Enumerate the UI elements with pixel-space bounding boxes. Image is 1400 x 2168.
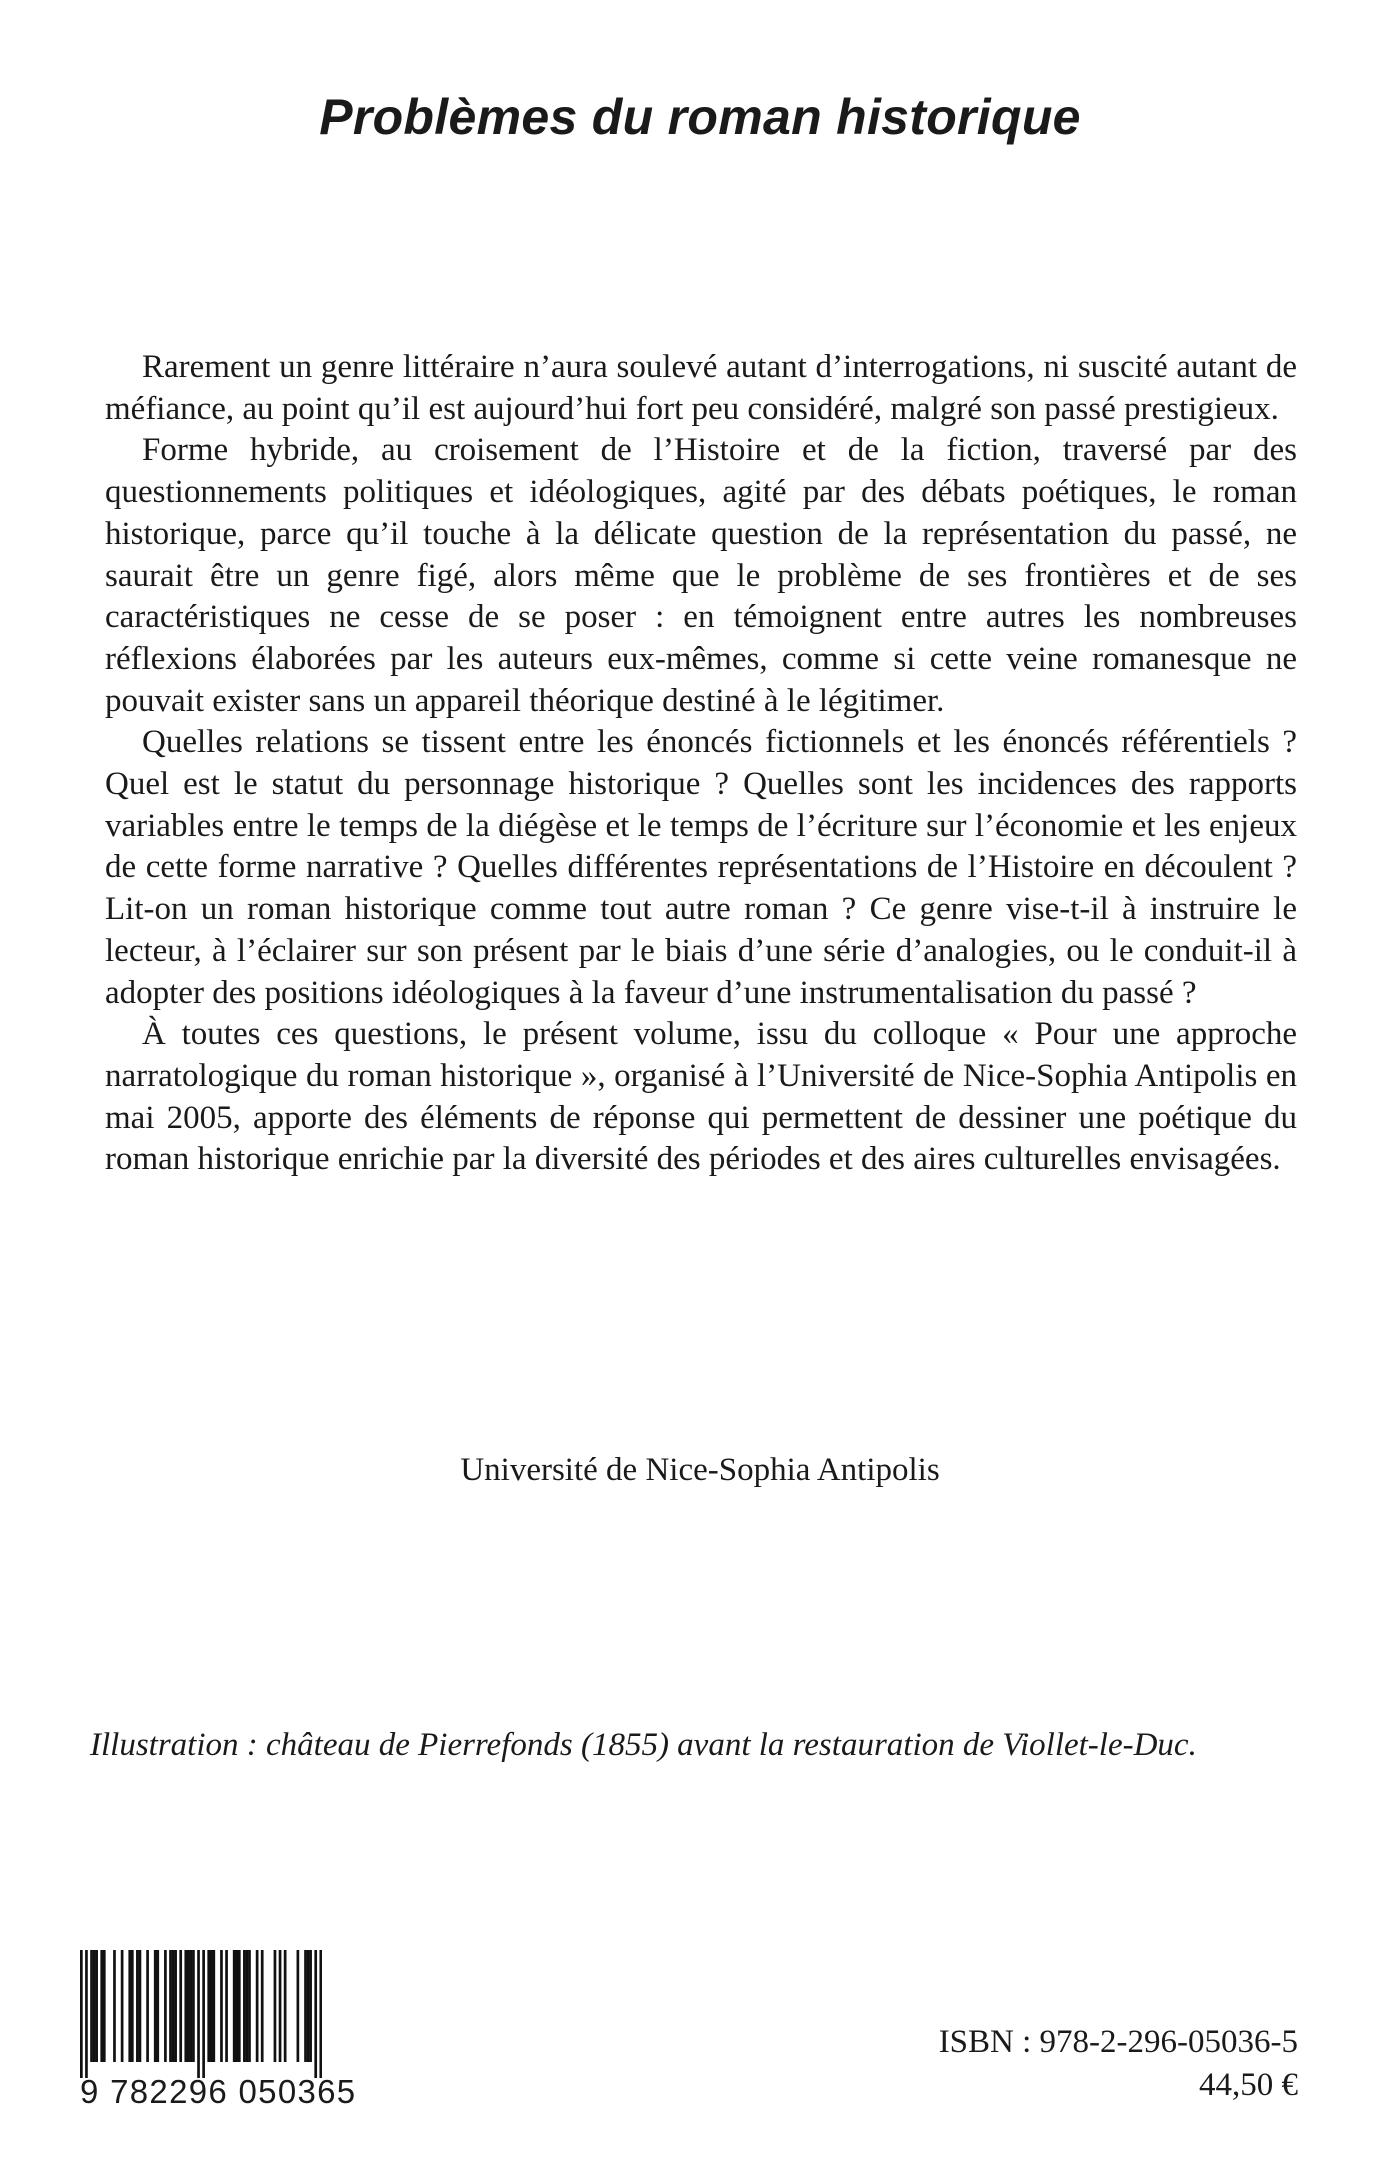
barcode-bar: [164, 1950, 167, 2062]
barcode-bar: [238, 1950, 241, 2062]
barcode-bar: [256, 1950, 259, 2062]
barcode: [80, 1950, 322, 2078]
barcode-bar: [146, 1950, 149, 2062]
barcode-bar: [207, 1950, 210, 2062]
barcode-bar: [297, 1950, 300, 2062]
barcode-bar: [184, 1950, 187, 2062]
barcode-bar: [233, 1950, 236, 2062]
blurb-paragraph: Rarement un genre littéraire n’aura soulevé autant d’interrogations, ni suscité autant de méfiance, au point qu’il est aujourd’hui fort peu considéré, malgré son passé prestigieux.: [105, 349, 1297, 427]
barcode-bar: [243, 1950, 246, 2062]
barcode-bar: [309, 1950, 312, 2062]
barcode-bar: [261, 1950, 264, 2062]
barcode-bar: [197, 1950, 200, 2078]
blurb-paragraph: À toutes ces questions, le présent volume, issu du colloque « Pour une approche narratologique du roman historique », organisé à l’Université de Nice-Sophia Antipolis en mai 2005, apporte des éléments de réponse qui permettent de dessiner une poétique du roman historique enrichie par la diversité des périodes et des aires culturelles envisagées.: [105, 1016, 1297, 1178]
price: 44,50 €: [1199, 2067, 1298, 2103]
barcode-bar: [131, 1950, 134, 2062]
barcode-bar: [169, 1950, 172, 2062]
barcode-bar: [156, 1950, 159, 2062]
barcode-bar: [307, 1950, 310, 2062]
barcode-bar: [136, 1950, 139, 2062]
barcode-bar: [248, 1950, 251, 2062]
barcode-bar: [121, 1950, 124, 2062]
barcode-bar: [172, 1950, 175, 2062]
barcode-bar: [103, 1950, 106, 2062]
barcode-bar: [113, 1950, 116, 2062]
barcode-bar: [225, 1950, 228, 2062]
barcode-bar: [304, 1950, 307, 2062]
blurb-paragraph: Quelles relations se tissent entre les énoncés fictionnels et les énoncés référentiels ? Quel est le statut du personnage historique ? Quelles sont les incidences des rapports variables entre le temps de la diégèse et le temps de l’écriture sur l’économie et les enjeux de cette forme narrative ? Quelles différentes représentations de l’Histoire en découlent ? Lit-on un roman historique comme tout autre roman ? Ce genre vise-t-il à instruire le lecteur, à l’éclairer sur son présent par le biais d’une série d’analogies, ou le conduit-il à adopter des positions idéologiques à la faveur d’une instrumentalisation du passé ?: [105, 724, 1297, 1011]
barcode-bar: [235, 1950, 238, 2062]
barcode-bar: [95, 1950, 98, 2062]
barcode-bar: [274, 1950, 277, 2062]
barcode-bar: [85, 1950, 88, 2078]
barcode-bar: [319, 1950, 322, 2078]
barcode-bar: [212, 1950, 215, 2062]
barcode-bar: [314, 1950, 317, 2078]
barcode-bar: [192, 1950, 195, 2062]
illustration-credit: Illustration : château de Pierrefonds (1855) avant la restauration de Viollet-le-Duc.: [90, 1727, 1197, 1763]
barcode-bar: [80, 1950, 83, 2078]
barcode-bars: [80, 1950, 322, 2078]
barcode-bar: [179, 1950, 182, 2062]
barcode-bar: [174, 1950, 177, 2062]
isbn: ISBN : 978-2-296-05036-5: [938, 2024, 1298, 2060]
barcode-bar: [202, 1950, 205, 2078]
barcode-bar: [190, 1950, 193, 2062]
barcode-bar: [210, 1950, 213, 2062]
barcode-bar: [128, 1950, 131, 2062]
barcode-bar: [93, 1950, 96, 2062]
barcode-bar: [100, 1950, 103, 2062]
barcode-bar: [154, 1950, 157, 2062]
back-cover-blurb: [105, 347, 1297, 1181]
barcode-bar: [139, 1950, 142, 2062]
barcode-bar: [220, 1950, 223, 2062]
barcode-bar: [90, 1950, 93, 2062]
barcode-bar: [187, 1950, 190, 2062]
book-title: Problèmes du roman historique: [319, 89, 1081, 145]
blurb-paragraph: Forme hybride, au croisement de l’Histoire et de la fiction, traversé par des questionnements politiques et idéologiques, agité par des débats poétiques, le roman historique, parce qu’il touche à la délicate question de la représentation du passé, ne saurait être un genre figé, alors même que le problème de ses frontières et de ses caractéristiques ne cesse de se poser : en témoignent entre autres les nombreuses réflexions élaborées par les auteurs eux-mêmes, comme si cette veine romanesque ne pouvait exister sans un appareil théorique destiné à le légitimer.: [105, 432, 1297, 719]
barcode-digits: 9 782296 050365: [80, 2073, 357, 2110]
publisher-affiliation: Université de Nice-Sophia Antipolis: [460, 1452, 940, 1488]
barcode-bar: [246, 1950, 249, 2062]
barcode-bar: [284, 1950, 287, 2062]
barcode-bar: [279, 1950, 282, 2062]
